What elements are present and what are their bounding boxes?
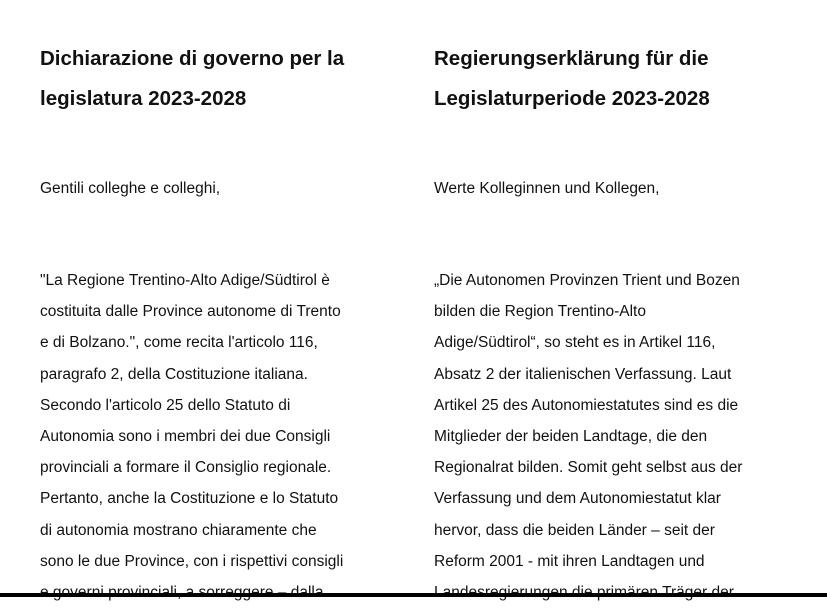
german-title-line: Legislaturperiode 2023-2028: [434, 87, 710, 110]
german-body-line: Reform 2001 - mit ihren Landtagen und: [434, 552, 705, 570]
german-body-line: „Die Autonomen Provinzen Trient und Bozen: [434, 272, 740, 289]
german-body-line: Regionalrat bilden. Somit geht selbst aus der: [434, 459, 743, 477]
italian-body-line: provinciali a formare il Consiglio regionale.: [40, 459, 332, 477]
italian-body-line: costituita dalle Province autonome di Trento: [40, 303, 341, 321]
german-body-line: bilden die Region Trentino-Alto: [434, 303, 646, 321]
german-body-line: Verfassung und dem Autonomiestatut klar: [434, 490, 721, 508]
italian-body-line: Pertanto, anche la Costituzione e lo Statuto: [40, 490, 339, 508]
german-body: [434, 265, 742, 608]
italian-body-line: paragrafo 2, della Costituzione italiana.: [40, 365, 308, 383]
german-body-line: Absatz 2 der italienischen Verfassung. Laut: [434, 365, 732, 383]
italian-body-line: di autonomia mostrano chiaramente che: [40, 521, 317, 539]
italian-body-line: sono le due Province, con i rispettivi consigli: [40, 552, 344, 570]
italian-body-line: e di Bolzano.", come recita l'articolo 116,: [40, 334, 318, 352]
german-salutation: Werte Kolleginnen und Kollegen,: [434, 180, 660, 197]
german-title-line: Regierungserklärung für die: [434, 47, 709, 70]
german-title: [434, 39, 710, 119]
german-body-line: hervor, dass die beiden Länder – seit der: [434, 521, 715, 539]
italian-title-line: Dichiarazione di governo per la: [40, 47, 345, 70]
italian-title: [40, 39, 344, 119]
italian-title-line: legislatura 2023-2028: [40, 87, 247, 110]
page-bottom-border: [0, 593, 827, 597]
german-body-line: Adige/Südtirol“, so steht es in Artikel 116,: [434, 334, 716, 352]
german-body-line: Artikel 25 des Autonomiestatutes sind es die: [434, 396, 739, 414]
italian-body-line: Secondo l'articolo 25 dello Statuto di: [40, 396, 291, 414]
italian-body: [40, 265, 343, 608]
italian-salutation: Gentili colleghe e colleghi,: [40, 180, 221, 197]
german-body-line: Mitglieder der beiden Landtage, die den: [434, 428, 708, 446]
italian-body-line: Autonomia sono i membri dei due Consigli: [40, 428, 331, 446]
italian-body-line: "La Regione Trentino-Alto Adige/Südtirol è: [40, 272, 330, 289]
